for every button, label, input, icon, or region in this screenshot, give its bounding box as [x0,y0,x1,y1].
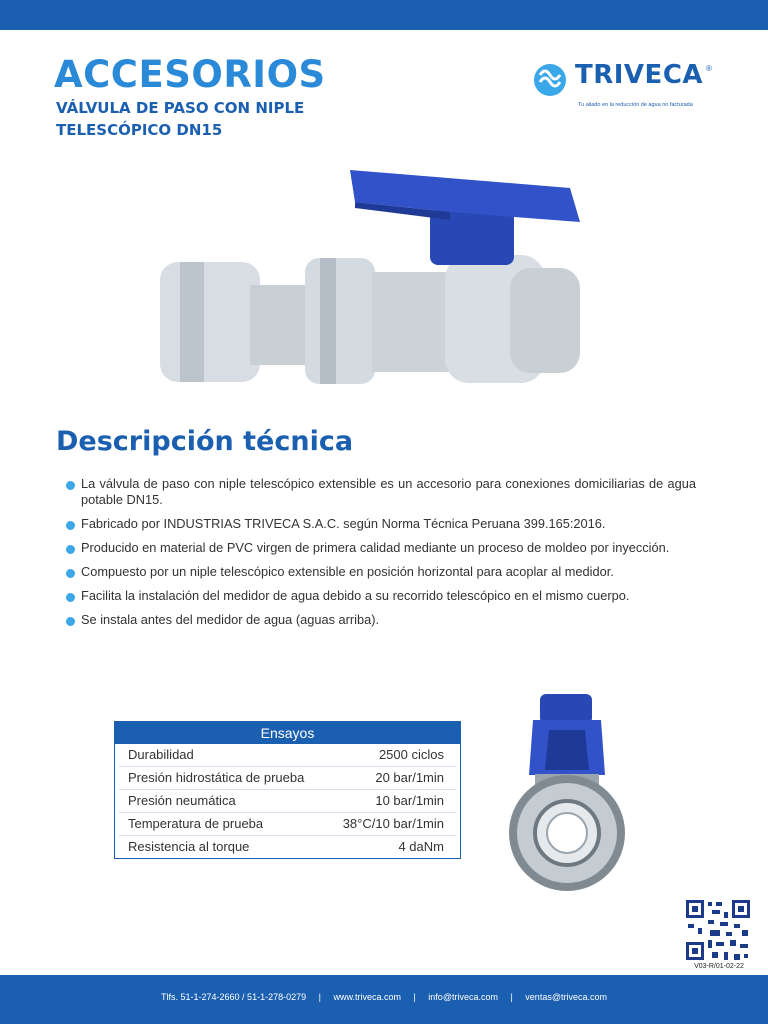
page-subtitle-line2: TELESCÓPICO DN15 [56,121,223,139]
section-title: Descripción técnica [56,426,354,457]
bullet-icon [66,521,75,530]
table-row: Durabilidad 2500 ciclos [119,744,456,767]
bullet-icon [66,569,75,578]
bullet-icon [66,481,75,490]
valve-side-view-image [505,690,630,895]
top-bar [0,0,768,30]
description-list [66,476,696,636]
page-subtitle-line1: VÁLVULA DE PASO CON NIPLE [56,99,305,117]
brand-logo [530,60,720,112]
valve-product-image [150,150,620,400]
water-drop-icon [530,60,570,100]
brand-registered: ® [706,64,712,73]
bullet-icon [66,593,75,602]
brand-tagline: Tu aliado en la reducción de agua no facturada [578,102,693,108]
list-item: Se instala antes del medidor de agua (aguas arriba). [66,612,696,628]
document-code: V03-R/01-02-22 [694,963,744,970]
table-row: Presión hidrostática de prueba 20 bar/1min [119,767,456,790]
table-row: Temperatura de prueba 38°C/10 bar/1min [119,813,456,836]
table-header: Ensayos [115,722,460,744]
footer-contact: Tlfs. 51-1-274-2660 / 51-1-278-0279 | www.triveca.com | info@triveca.com | ventas@triveca.com [161,992,607,1002]
brand-name: TRIVECA [575,60,704,90]
bullet-icon [66,617,75,626]
page-title: ACCESORIOS [54,53,326,96]
list-item: La válvula de paso con niple telescópico extensible es un accesorio para conexiones domiciliarias de agua potable DN15. [66,476,696,508]
tests-table [114,721,461,859]
footer [0,975,768,1024]
qr-code [684,898,752,962]
list-item: Producido en material de PVC virgen de primera calidad mediante un proceso de moldeo por inyección. [66,540,696,556]
list-item: Facilita la instalación del medidor de agua debido a su recorrido telescópico en el mismo cuerpo. [66,588,696,604]
list-item: Compuesto por un niple telescópico extensible en posición horizontal para acoplar al medidor. [66,564,696,580]
table-row: Presión neumática 10 bar/1min [119,790,456,813]
bullet-icon [66,545,75,554]
table-row: Resistencia al torque 4 daNm [128,839,444,854]
list-item: Fabricado por INDUSTRIAS TRIVECA S.A.C. según Norma Técnica Peruana 399.165:2016. [66,516,696,532]
